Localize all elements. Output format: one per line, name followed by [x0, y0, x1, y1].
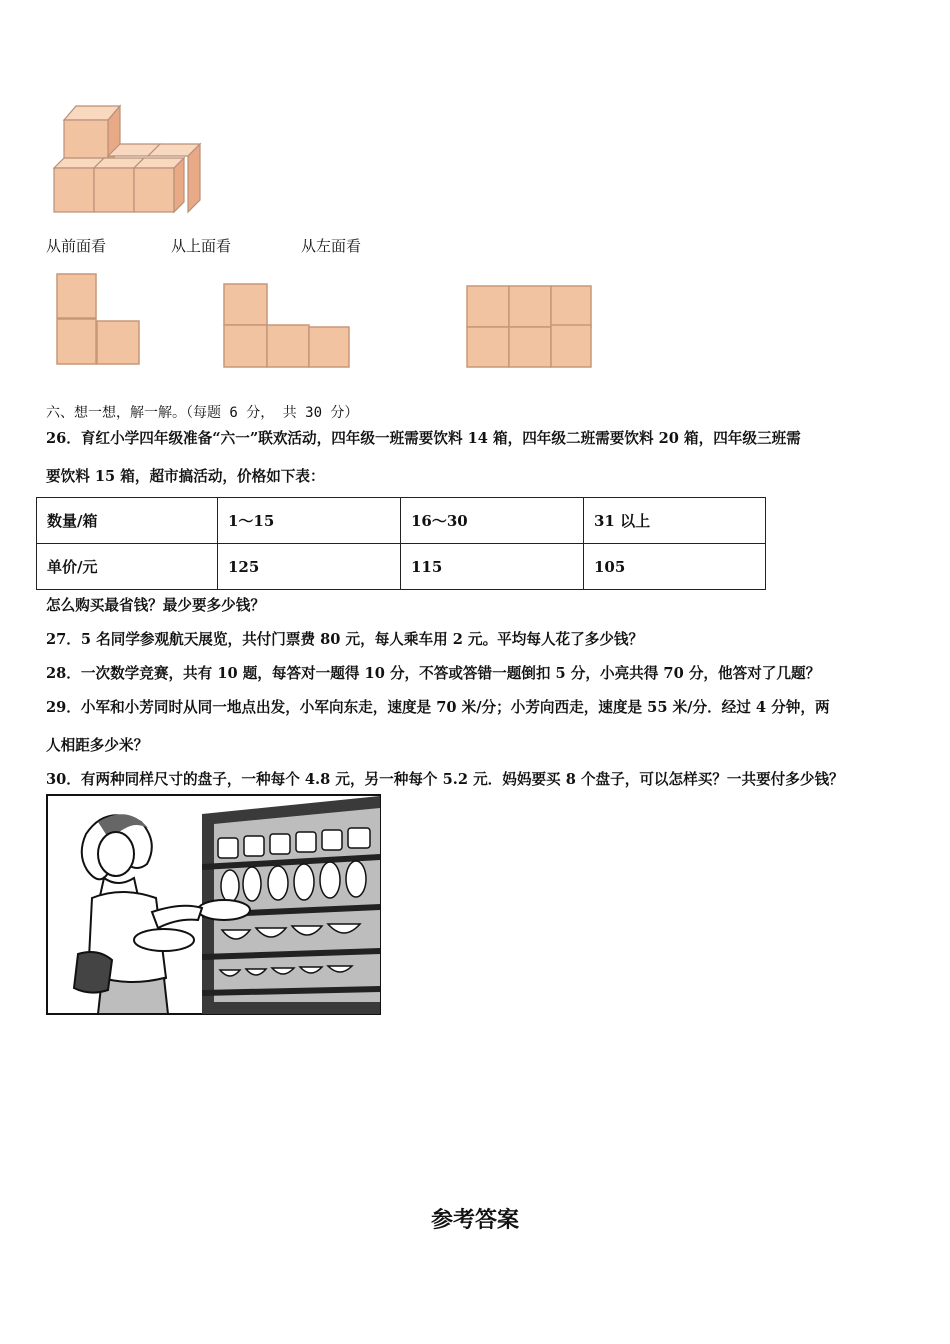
table-cell: 125: [218, 544, 401, 590]
view-shape-1: [55, 272, 145, 368]
table-cell: 31 以上: [584, 498, 766, 544]
q26-question: 怎么购买最省钱？最少要多少钱？: [46, 597, 265, 614]
q30-text: 30．有两种同样尺寸的盘子，一种每个 4.8 元，另一种每个 5.2 元．妈妈要买 8 个盘子，可以怎样买？一共要付多少钱？: [46, 771, 844, 788]
table-row: [37, 544, 766, 590]
table-cell: 单价/元: [37, 544, 218, 590]
left-view-label: 从左面看: [301, 237, 362, 255]
view-shape-3: [465, 284, 597, 370]
table-cell: 16～30: [401, 498, 584, 544]
table-cell: 1～15: [218, 498, 401, 544]
table-cell: 105: [584, 544, 766, 590]
section-heading: 六、想一想，解一解。（每题 6 分， 共 30 分）: [46, 405, 359, 421]
q26-line1: 26．育红小学四年级准备“六一”联欢活动，四年级一班需要饮料 14 箱，四年级二班需要饮料 20 箱，四年级三班需: [46, 430, 801, 447]
plate-shop-illustration: [46, 794, 382, 1016]
q28-text: 28．一次数学竞赛，共有 10 题，每答对一题得 10 分，不答或答错一题倒扣 5 分，小亮共得 70 分，他答对了几题？: [46, 665, 821, 682]
table-row: [37, 498, 766, 544]
top-view-label: 从上面看: [171, 237, 232, 255]
table-cell: 115: [401, 544, 584, 590]
view-shape-2: [222, 282, 352, 372]
front-view-label: 从前面看: [46, 237, 107, 255]
q29-line1: 29．小军和小芳同时从同一地点出发，小军向东走，速度是 70 米/分；小芳向西走，速度是 55 米/分．经过 4 分钟，两: [46, 699, 830, 716]
cube-stack-figure: [48, 100, 208, 218]
table-cell: 数量/箱: [37, 498, 218, 544]
price-table: [36, 497, 766, 590]
q26-line2: 要饮料 15 箱，超市搞活动，价格如下表：: [46, 468, 325, 485]
q27-text: 27．5 名同学参观航天展览，共付门票费 80 元，每人乘车用 2 元。平均每人花了多少钱？: [46, 631, 644, 648]
q29-line2: 人相距多少米？: [46, 737, 149, 754]
answer-title: 参考答案: [430, 1208, 519, 1233]
